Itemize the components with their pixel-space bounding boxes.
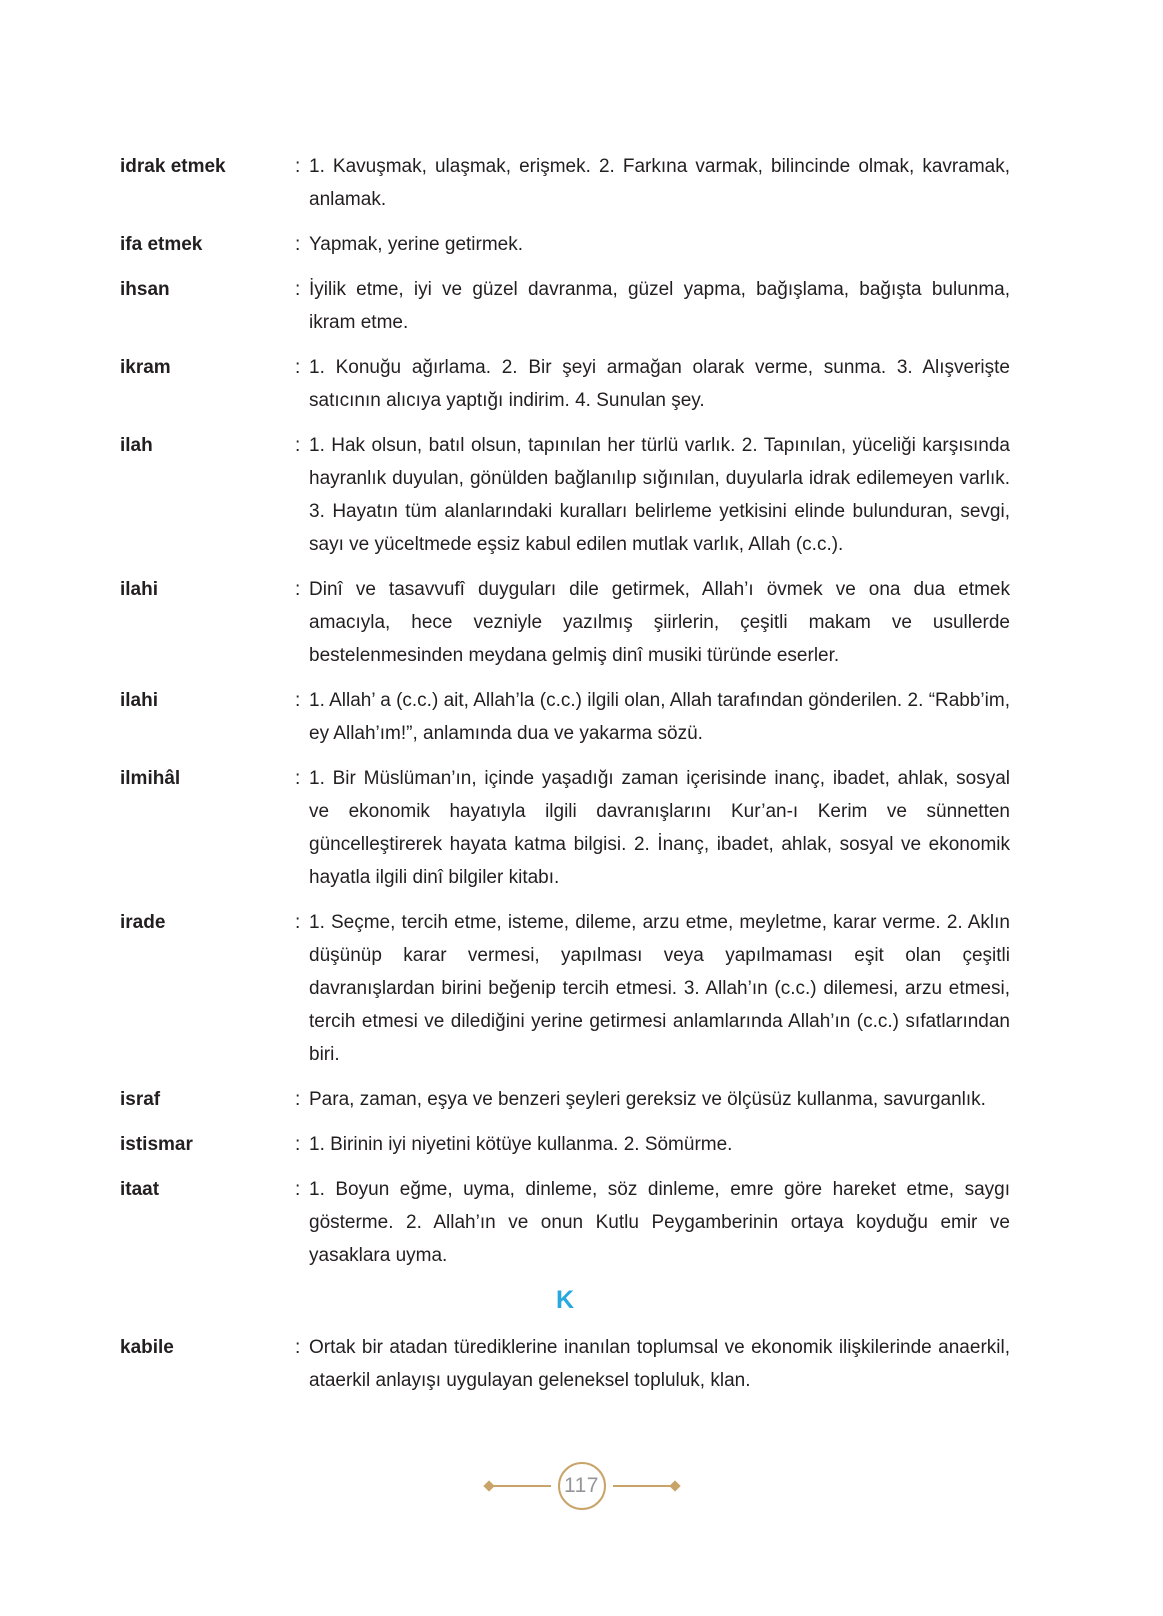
entry-separator: : (295, 912, 301, 933)
entry-separator: : (295, 579, 301, 600)
glossary-entry (120, 429, 1010, 561)
page-number: 117 (564, 1474, 599, 1497)
entry-term: ilah (120, 435, 153, 456)
glossary-entry (120, 906, 1010, 1071)
entry-separator: : (295, 1337, 301, 1358)
entry-term: israf (120, 1089, 161, 1110)
page-number-ornament (558, 1462, 606, 1510)
ornament-bar-left (489, 1485, 551, 1487)
glossary-entry-list (120, 150, 1010, 1397)
entry-term: itaat (120, 1179, 160, 1200)
page-footer (0, 1462, 1163, 1510)
entry-separator: : (295, 690, 301, 711)
glossary-entry (120, 228, 1010, 261)
entry-separator: : (295, 279, 301, 300)
entry-separator: : (295, 1089, 301, 1110)
glossary-entry (120, 351, 1010, 417)
entry-definition: 1. Hak olsun, batıl olsun, tapınılan her türlü varlık. 2. Tapınılan, yüceliği karşısında hayranlık duyulan, gönülden bağlanılıp sığınılan, duyularla idrak edilemeyen varlık. 3. Hayatın tüm alanlarındaki kuralları belirleme yetkisini elinde bulunduran, sevgi, sayı ve yüceltmede eşsiz kabul edilen mutlak varlık, Allah (c.c.). (309, 435, 1010, 555)
entry-definition: 1. Seçme, tercih etme, isteme, dileme, arzu etme, meyletme, karar verme. 2. Aklın düşünüp karar vermesi, yapılması veya yapılmaması eşit olan çeşitli davranışlardan birini beğenip tercih etmesi. 3. Allah’ın (c.c.) dilemesi, arzu etmesi, tercih etmesi ve dilediğini yerine getirmesi anlamlarında Allah’ın (c.c.) sıfatlarından biri. (309, 912, 1010, 1065)
entry-separator: : (295, 435, 301, 456)
glossary-entry (120, 762, 1010, 894)
entry-term: ilmihâl (120, 768, 181, 789)
entry-definition: İyilik etme, iyi ve güzel davranma, güzel yapma, bağışlama, bağışta bulunma, ikram etme. (309, 279, 1010, 333)
entry-separator: : (295, 1134, 301, 1155)
entry-definition: 1. Konuğu ağırlama. 2. Bir şeyi armağan olarak verme, sunma. 3. Alışverişte satıcının alıcıya yaptığı indirim. 4. Sunulan şey. (309, 357, 1010, 411)
entry-term: istismar (120, 1134, 193, 1155)
entry-definition: 1. Allah’ a (c.c.) ait, Allah’la (c.c.) ilgili olan, Allah tarafından gönderilen. 2. “Rabb’im, ey Allah’ım!”, anlamında dua ve yakarma sözü. (309, 690, 1010, 744)
entry-definition: Dinî ve tasavvufî duyguları dile getirmek, Allah’ı övmek ve ona dua etmek amacıyla, hece vezniyle yazılmış şiirlerin, çeşitli makam ve usullerde bestelenmesinden meydana gelmiş dinî musiki türünde eserler. (309, 579, 1010, 666)
entry-definition: 1. Birinin iyi niyetini kötüye kullanma. 2. Sömürme. (309, 1134, 733, 1155)
entry-term: ifa etmek (120, 234, 203, 255)
glossary-entry (120, 684, 1010, 750)
entry-term: ikram (120, 357, 171, 378)
section-header: K (555, 1286, 575, 1314)
entry-definition: Ortak bir atadan türediklerine inanılan toplumsal ve ekonomik ilişkilerinde anaerkil, ataerkil anlayışı uygulayan geleneksel topluluk, klan. (309, 1337, 1010, 1391)
entry-definition: 1. Bir Müslüman’ın, içinde yaşadığı zaman içerisinde inanç, ibadet, ahlak, sosyal ve ekonomik hayatıyla ilgili davranışlarını Kur’an-ı Kerim ve sünnetten güncelleştirerek hayata katma bilgisi. 2. İnanç, ibadet, ahlak, sosyal ve ekonomik hayatla ilgili dinî bilgiler kitabı. (309, 768, 1010, 888)
entry-separator: : (295, 1179, 301, 1200)
ornament-diamond-right-icon (669, 1480, 680, 1491)
entry-term: ihsan (120, 279, 170, 300)
entry-separator: : (295, 357, 301, 378)
entry-term: idrak etmek (120, 156, 226, 177)
entry-term: ilahi (120, 579, 159, 600)
entry-definition: 1. Kavuşmak, ulaşmak, erişmek. 2. Farkına varmak, bilincinde olmak, kavramak, anlamak. (309, 156, 1010, 210)
glossary-entry (120, 1128, 1010, 1161)
entry-term: ilahi (120, 690, 159, 711)
entry-separator: : (295, 156, 301, 177)
entry-term: irade (120, 912, 166, 933)
glossary-content (120, 150, 1010, 1409)
entry-separator: : (295, 234, 301, 255)
ornament-bar-right (613, 1485, 675, 1487)
entry-definition: 1. Boyun eğme, uyma, dinleme, söz dinleme, emre göre hareket etme, saygı gösterme. 2. Allah’ın ve onun Kutlu Peygamberinin ortaya koyduğu emir ve yasaklara uyma. (309, 1179, 1010, 1266)
entry-separator: : (295, 768, 301, 789)
glossary-entry (120, 1173, 1010, 1272)
ornament-line-right-icon (613, 1485, 675, 1487)
glossary-entry (120, 1083, 1010, 1116)
ornament-line-left-icon (489, 1485, 551, 1487)
glossary-entry (120, 150, 1010, 216)
entry-term: kabile (120, 1337, 174, 1358)
glossary-entry (120, 1331, 1010, 1397)
entry-definition: Yapmak, yerine getirmek. (309, 234, 524, 255)
glossary-entry (120, 273, 1010, 339)
entry-definition: Para, zaman, eşya ve benzeri şeyleri gereksiz ve ölçüsüz kullanma, savurganlık. (309, 1089, 986, 1110)
glossary-entry (120, 573, 1010, 672)
